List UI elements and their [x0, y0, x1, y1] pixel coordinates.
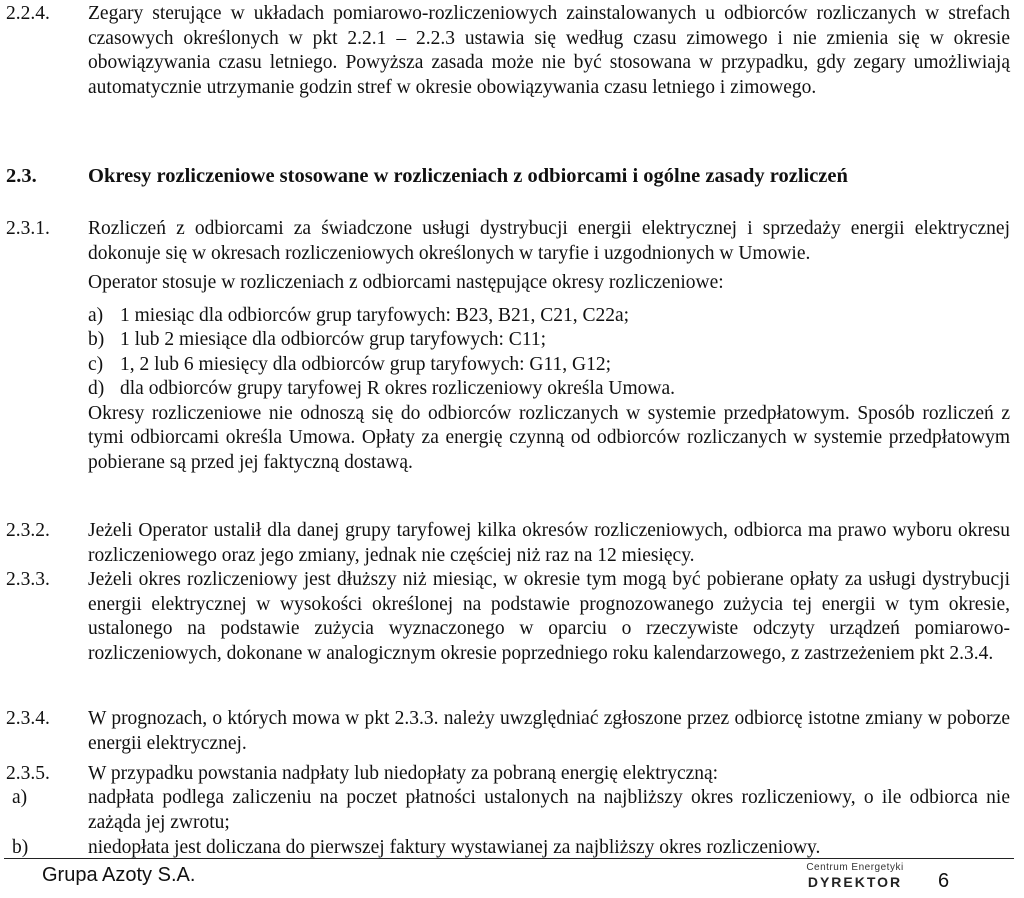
section-number: 2.3.2.: [6, 520, 50, 541]
section-paragraph: Jeżeli Operator ustalił dla danej grupy taryfowej kilka okresów rozliczeniowych, odbiorca ma prawo wyboru okresu rozliczeniowego oraz jego zmiany, jednak nie częściej niż raz na 12 miesięcy.: [88, 520, 1010, 566]
billing-period-list: [88, 304, 1010, 402]
list-item-text: nadpłata podlega zaliczeniu na poczet płatności ustalonych na najbliższy okres rozliczeniowy, o ile odbiorca nie zażąda jej zwrotu;: [88, 787, 1010, 833]
section-number: 2.3.1.: [6, 218, 50, 239]
section-paragraph: Jeżeli okres rozliczeniowy jest dłuższy niż miesiąc, w okresie tym mogą być pobierane opłaty za usługi dystrybucji energii elektrycznej w wysokości określonej na podstawie prognozowanego zużycia tej energii w tym okresie, ustalonego na podstawie zużycia wyznaczonego w oparciu o rzeczywiste odczyty urządzeń pomiarowo-rozliczeniowych, dokonane w analogicznym okresie poprzedniego roku kalendarzowego, z zastrzeżeniem pkt 2.3.4.: [88, 569, 1010, 664]
footer-divider: [4, 858, 1014, 859]
section-2-3-2: [6, 519, 1010, 568]
section-number: 2.3.3.: [6, 569, 50, 590]
section-paragraph: Zegary sterujące w układach pomiarowo-rozliczeniowych zainstalowanych u odbiorców rozliczanych w strefach czasowych określonych w pkt 2.2.1 – 2.2.3 ustawia się według czasu zimowego i nie zmienia się w okresie obowiązywania czasu letniego. Powyższa zasada może nie być stosowana w przypadku, gdy zegary umożliwiają automatycznie utrzymanie godzin stref w okresie obowiązywania czasu letniego i zimowego.: [88, 3, 1010, 98]
section-paragraph: Operator stosuje w rozliczeniach z odbiorcami następujące okresy rozliczeniowe:: [88, 272, 724, 293]
stamp-title: DYREKTOR: [807, 874, 903, 890]
list-item-text: dla odbiorców grupy taryfowej R okres rozliczeniowy określa Umowa.: [120, 378, 676, 399]
section-paragraph: W prognozach, o których mowa w pkt 2.3.3. należy uwzględniać zgłoszone przez odbiorcę istotne zmiany w poborze energii elektrycznej.: [88, 708, 1010, 754]
list-letter: a): [12, 787, 28, 808]
footer-company: Grupa Azoty S.A.: [42, 864, 196, 886]
section-2-3: [6, 164, 1010, 189]
section-paragraph: Rozliczeń z odbiorcami za świadczone usługi dystrybucji energii elektrycznej i sprzedaży energii elektrycznej dokonuje się w okresach rozliczeniowych określonych w taryfie i uzgodnionych w Umowie.: [88, 218, 1010, 264]
section-2-2-4: [6, 2, 1010, 100]
list-item: [12, 836, 1010, 861]
list-item: [88, 304, 1010, 329]
list-item: [88, 377, 1010, 402]
list-letter: d): [88, 378, 105, 399]
list-item-text: niedopłata jest doliczana do pierwszej faktury wystawianej za najbliższy okres rozliczeniowy.: [88, 837, 821, 858]
list-letter: a): [88, 304, 104, 326]
section-2-3-3: [6, 568, 1010, 666]
list-item: [12, 786, 1010, 835]
list-letter: c): [88, 353, 104, 375]
list-item-text: 1, 2 lub 6 miesięcy dla odbiorców grup taryfowych: G11, G12;: [120, 353, 612, 375]
list-item: [88, 353, 1010, 378]
section-paragraph: Okresy rozliczeniowe nie odnoszą się do odbiorców rozliczanych w systemie przedpłatowym. Sposób rozliczeń z tymi odbiorcami określa Umowa. Opłaty za energię czynną od odbiorców rozliczanych w systemie przedpłatowym pobierane są przed jej faktyczną dostawą.: [88, 402, 1010, 473]
list-item-text: 1 lub 2 miesiące dla odbiorców grup taryfowych: C11;: [120, 329, 547, 350]
section-number: 2.2.4.: [6, 3, 50, 24]
list-letter: b): [12, 837, 29, 858]
list-item: [88, 328, 1010, 353]
section-paragraph: W przypadku powstania nadpłaty lub niedopłaty za pobraną energię elektryczną:: [88, 763, 719, 784]
page-number: 6: [938, 870, 950, 892]
section-number: 2.3.5.: [6, 763, 50, 784]
section-2-3-4: [6, 707, 1010, 756]
section-number: 2.3.4.: [6, 708, 50, 729]
section-number: 2.3.: [6, 165, 37, 187]
director-stamp: [760, 862, 950, 891]
list-letter: b): [88, 329, 105, 350]
section-2-3-5: [6, 762, 1010, 787]
list-item-text: 1 miesiąc dla odbiorców grup taryfowych: B23, B21, C21, C22a;: [120, 304, 630, 326]
section-heading: Okresy rozliczeniowe stosowane w rozliczeniach z odbiorcami i ogólne zasady rozliczeń: [88, 165, 848, 187]
section-2-3-1: [6, 217, 1010, 475]
stamp-department: Centrum Energetyki: [806, 862, 904, 873]
